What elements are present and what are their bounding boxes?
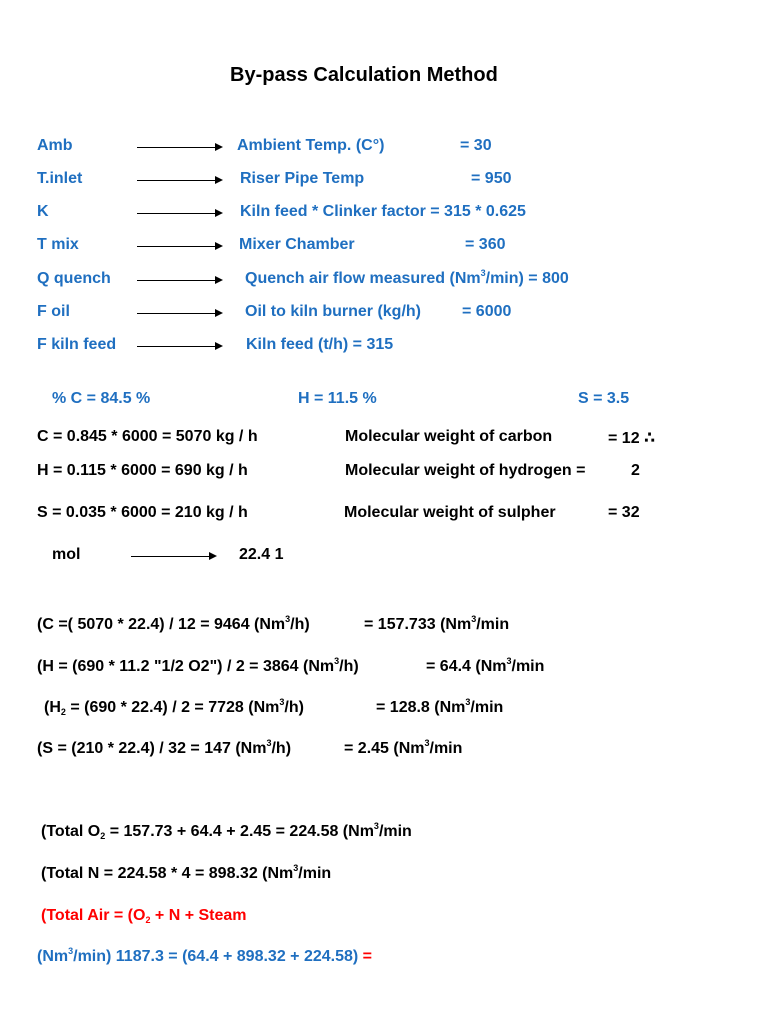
h2-volume-result: = 128.8 (Nm$^3$/min: [376, 697, 504, 716]
sulphur-mw-label: Molecular weight of sulpher: [344, 504, 556, 521]
param-symbol: T.inlet: [37, 170, 83, 187]
param-description: Ambient Temp. (C°): [237, 137, 385, 154]
page-title: By-pass Calculation Method: [230, 64, 498, 86]
arrow-icon: [137, 246, 221, 247]
total-air-result: (Nm$^3$/min) 1187.3 = (64.4 + 898.32 + 224.58) =: [37, 946, 373, 965]
param-symbol: Amb: [37, 137, 73, 154]
h2-volume-calc: ($H_2 = (690 * 22.4) / 2 = 7728$ (Nm$^3$/h): [44, 697, 304, 717]
param-value: = 30: [460, 137, 492, 154]
hydrogen-mw-value: 2: [631, 462, 640, 479]
param-symbol: F oil: [37, 303, 70, 320]
param-symbol: K: [37, 203, 49, 220]
param-description: Quench air flow measured $(Nm^3/\min) = 800$: [245, 268, 569, 287]
arrow-icon: [137, 346, 221, 347]
arrow-icon: [137, 180, 221, 181]
hydrogen-mass: H = 0.115 * 6000 = 690 kg / h: [37, 462, 248, 479]
param-description: Oil to kiln burner (kg/h): [245, 303, 421, 320]
hydrogen-volume-result: = 64.4 (Nm$^3$/min: [426, 656, 545, 675]
carbon-mw-value: = 12 ∴: [608, 430, 656, 447]
sulphur-volume-result: = 2.45 (Nm$^3$/min: [344, 738, 463, 757]
carbon-mass: C = 0.845 * 6000 = 5070 kg / h: [37, 428, 258, 445]
hydrogen-volume-calc: (H = (690 * 11.2 "1/2 O2") / 2 = 3864 (Nm$^3$/h): [37, 656, 359, 675]
param-description: Mixer Chamber: [239, 236, 355, 253]
param-value: = 360: [465, 236, 506, 253]
param-value: = 950: [471, 170, 512, 187]
carbon-percent: % C = 84.5 %: [52, 390, 151, 407]
sulphur-volume-calc: (S = (210 * 22.4) / 32 = 147 (Nm$^3$/h): [37, 738, 292, 757]
carbon-volume-result: = 157.733 (Nm$^3$/min: [364, 614, 510, 633]
param-description: Kiln feed (t/h) = 315: [246, 336, 394, 353]
param-symbol: F kiln feed: [37, 336, 117, 353]
param-value: = 6000: [462, 303, 512, 320]
mol-value: 22.4 1: [239, 546, 284, 563]
mol-label: mol: [52, 546, 81, 563]
param-description: Riser Pipe Temp: [240, 170, 365, 187]
arrow-icon: [137, 280, 221, 281]
arrow-icon: [131, 556, 215, 557]
sulphur-mass: S = 0.035 * 6000 = 210 kg / h: [37, 504, 248, 521]
param-description: Kiln feed * Clinker factor = 315 * 0.625: [240, 203, 526, 220]
total-n: (Total N = 224.58 * 4 = 898.32 (Nm$^3$/min: [41, 863, 332, 882]
total-o2: (Total $O_2 = 157.73 + 64.4 + 2.45 = 224.58$ (Nm$^3$/min: [41, 821, 412, 841]
arrow-icon: [137, 147, 221, 148]
param-symbol: Q quench: [37, 270, 111, 287]
sulphur-mw-value: = 32: [608, 504, 640, 521]
carbon-mw-label: Molecular weight of carbon: [345, 428, 553, 445]
carbon-volume-calc: (C =( 5070 * 22.4) / 12 = 9464 (Nm$^3$/h): [37, 614, 310, 633]
sulphur-percent: S = 3.5: [578, 390, 630, 407]
total-air: (Total Air = ($O_2 + N$ + Steam: [41, 907, 247, 925]
arrow-icon: [137, 313, 221, 314]
hydrogen-percent: H = 11.5 %: [298, 390, 377, 407]
arrow-icon: [137, 213, 221, 214]
hydrogen-mw-label: Molecular weight of hydrogen =: [345, 462, 586, 479]
param-symbol: T mix: [37, 236, 79, 253]
